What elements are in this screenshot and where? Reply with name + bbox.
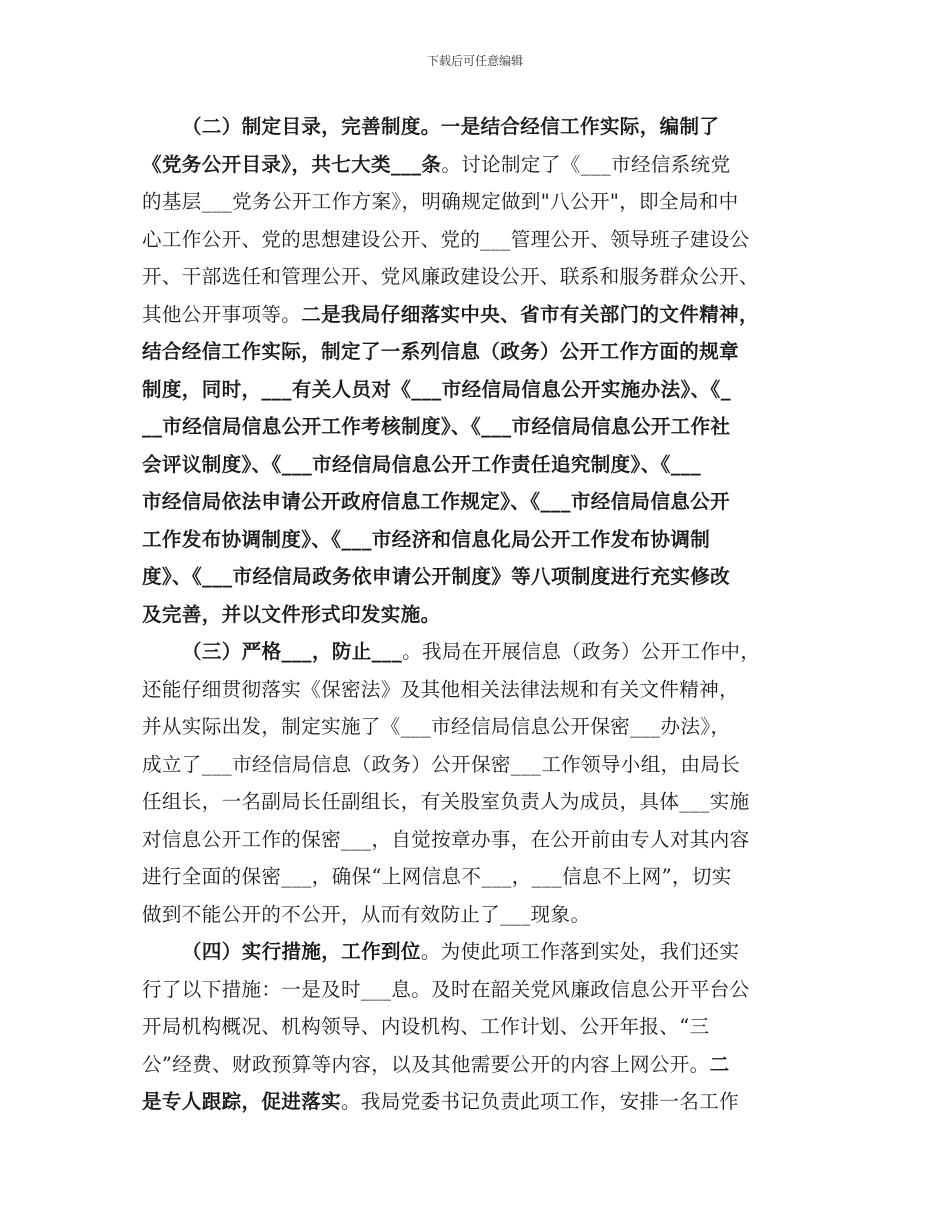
text-line <box>142 858 814 896</box>
text-line <box>142 521 814 559</box>
text-segment: 开、干部选任和管理公开、党风廉政建设公开、联系和服务群众公开、 <box>142 265 759 288</box>
text-segment: 。为使此项工作落到实处，我们还实 <box>420 940 740 963</box>
text-segment: 对信息公开工作的保密___，自觉按章办事，在公开前由专人对其内容 <box>142 827 750 851</box>
text-segment: 行了以下措施：一是及时___息。及时在韶关党风廉政信息公开平台公 <box>142 977 750 1001</box>
text-line <box>142 183 814 221</box>
text-segment: 进行全面的保密___，确保“上网信息不___，___信息不上网”，切实 <box>142 865 732 888</box>
bold-text-segment: （二）制定目录，完善制度。一是结合经信工作实际，编制了 <box>182 115 720 138</box>
text-segment: 做到不能公开的不公开，从而有效防止了___现象。 <box>142 902 591 926</box>
text-line <box>142 333 814 371</box>
text-line <box>142 483 814 521</box>
bold-text-segment: 二是我局仔细落实中央、省市有关部门的文件精神， <box>301 302 759 326</box>
bold-text-segment: 结合经信工作实际，制定了一系列信息（政务）公开工作方面的规章 <box>142 340 740 363</box>
text-line <box>142 558 814 596</box>
bold-text-segment: 及完善，并以文件形式印发实施。 <box>142 602 441 626</box>
text-segment: 开局机构概况、机构领导、内设机构、工作计划、公开年报、“三 <box>142 1015 710 1038</box>
text-line <box>142 896 814 934</box>
text-segment: 的基层___党务公开工作方案》，明确规定做到"八公开"，即全局和中 <box>142 190 739 213</box>
text-segment: 还能仔细贯彻落实《保密法》及其他相关法律法规和有关文件精神， <box>142 677 740 701</box>
page-header-note: 下载后可任意编辑 <box>426 54 523 68</box>
bold-text-segment: 度》、《___市经信局政务依申请公开制度》等八项制度进行充实修改 <box>142 565 731 588</box>
text-line <box>142 971 814 1009</box>
text-segment: 。我局党委书记负责此项工作，安排一名工作 <box>341 1090 740 1113</box>
text-line <box>142 783 814 821</box>
text-line <box>142 746 814 784</box>
bold-text-segment: __市经信局信息公开工作考核制度》、《___市经信局信息公开工作社 <box>142 415 731 438</box>
text-line <box>142 1008 814 1046</box>
text-line <box>142 108 814 146</box>
bold-text-segment: 二 <box>709 1052 730 1076</box>
text-line <box>142 408 814 446</box>
text-line <box>142 258 814 296</box>
text-line <box>142 933 814 971</box>
text-line <box>142 296 814 334</box>
text-line <box>142 596 814 634</box>
bold-text-segment: 工作发布协调制度》、《___市经济和信息化局公开工作发布协调制 <box>142 527 711 551</box>
document-body <box>142 108 814 1121</box>
text-line <box>142 1083 814 1121</box>
text-segment: 心工作公开、党的思想建设公开、党的___管理公开、领导班子建设公 <box>142 227 750 251</box>
text-segment: 任组长，一名副局长任副组长，有关股室负责人为成员，具体___实施 <box>142 790 750 813</box>
bold-text-segment: （四）实行措施，工作到位 <box>182 940 421 963</box>
text-segment: 公”经费、财政预算等内容，以及其他需要公开的内容上网公开。 <box>142 1052 710 1076</box>
bold-text-segment: 制度，同时，___有关人员对《___市经信局信息公开实施办法》、《_ <box>142 377 731 401</box>
bold-text-segment: 《党务公开目录》，共七大类___条 <box>142 152 442 176</box>
text-line <box>142 1046 814 1084</box>
text-line <box>142 633 814 671</box>
text-line <box>142 146 814 184</box>
text-line <box>142 371 814 409</box>
bold-text-segment: 会评议制度》、《___市经信局信息公开工作责任追究制度》、《___ <box>142 452 702 476</box>
text-segment: 其他公开事项等。 <box>142 302 302 326</box>
bold-text-segment: （三）严格___，防止___ <box>182 640 403 663</box>
text-line <box>142 708 814 746</box>
text-line <box>142 671 814 709</box>
text-segment: 。讨论制定了《___市经信系统党 <box>441 152 731 176</box>
text-segment: 并从实际出发，制定实施了《___市经信局信息公开保密___办法》， <box>142 715 731 738</box>
text-line <box>142 446 814 484</box>
text-line <box>142 821 814 859</box>
text-segment: 成立了___市经信局信息（政务）公开保密___工作领导小组，由局长 <box>142 752 741 776</box>
text-segment: 。我局在开展信息（政务）公开工作中， <box>402 640 761 663</box>
text-line <box>142 221 814 259</box>
bold-text-segment: 市经信局依法申请公开政府信息工作规定》、《___市经信局信息公开 <box>142 490 731 513</box>
bold-text-segment: 是专人跟踪，促进落实 <box>142 1090 342 1113</box>
